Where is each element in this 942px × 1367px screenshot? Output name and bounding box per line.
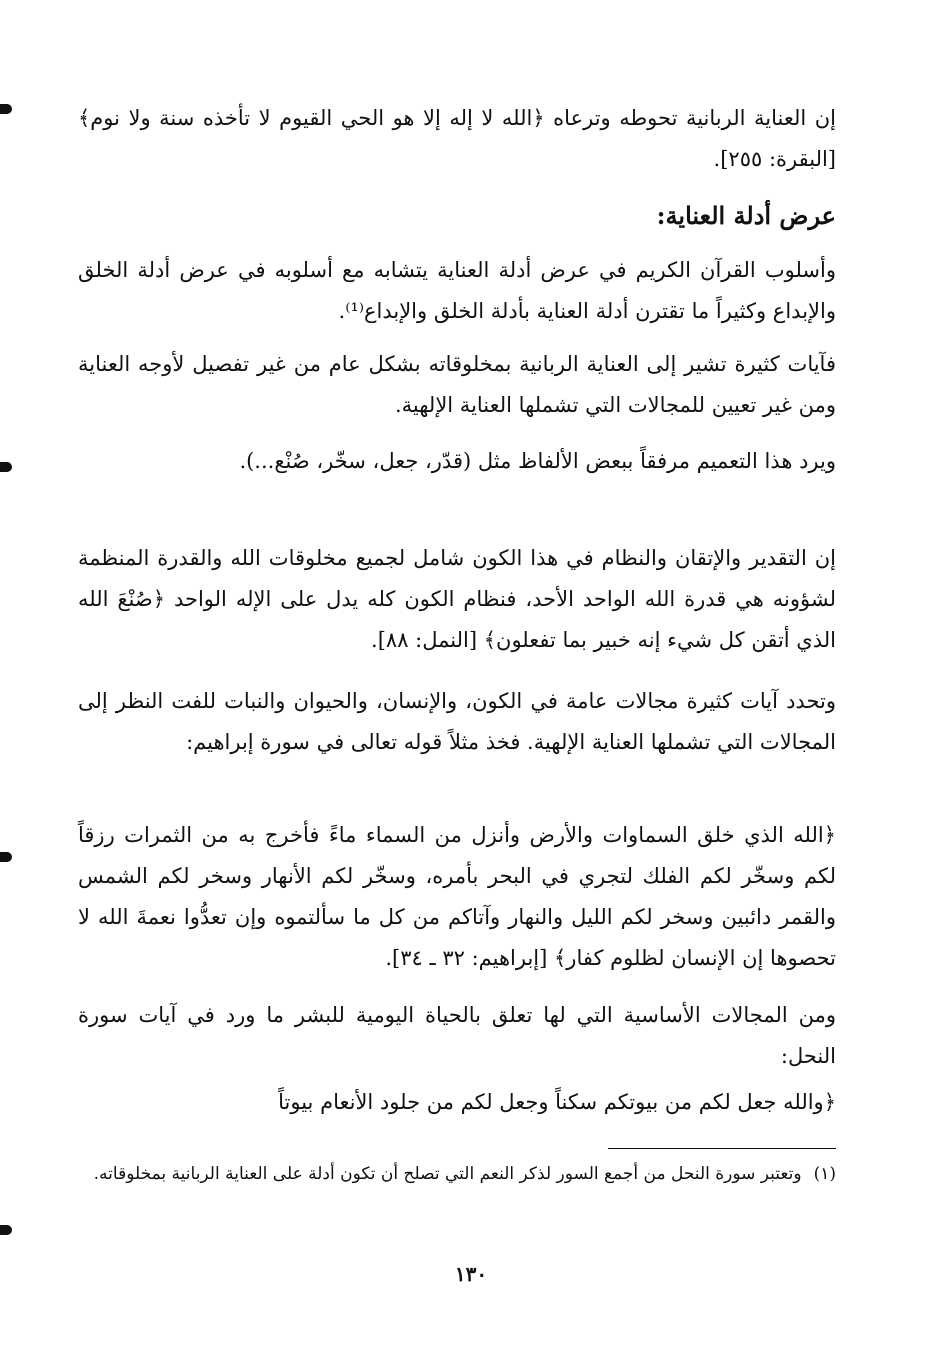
paragraph-daily-life: ومن المجالات الأساسية التي لها تعلق بالحياة اليومية للبشر ما ورد في آيات سورة النحل:: [78, 1003, 836, 1068]
paragraph-generalization: ويرد هذا التعميم مرفقاً ببعض الألفاظ مثل (قدّر، جعل، سخّر، صُنْع...).: [239, 449, 836, 473]
footnote: [78, 1158, 836, 1191]
footnote-number: (١): [813, 1164, 836, 1184]
paragraph-style: وأسلوب القرآن الكريم في عرض أدلة العناية يتشابه مع أسلوبه في عرض أدلة الخلق والإبداع وكثيراً ما تقترن أدلة العناية بأدلة الخلق والإبداع⁽¹⁾.: [78, 258, 836, 323]
scan-edge-mark: [0, 852, 12, 862]
scan-edge-mark: [0, 1225, 12, 1235]
scan-edge-mark: [0, 104, 12, 114]
paragraph-intro: إن العناية الربانية تحوطه وترعاه ﴿الله لا إله إلا هو الحي القيوم لا تأخذه سنة ولا نوم﴾ [البقرة: ٢٥٥].: [78, 106, 836, 171]
section-heading: عرض أدلة العناية:: [656, 201, 836, 230]
paragraph-order: إن التقدير والإتقان والنظام في هذا الكون شامل لجميع مخلوقات الله والقدرة المنظمة لشؤونه هي قدرة الله الواحد الأحد، فنظام الكون كله يدل على الإله الواحد ﴿صُنْعَ الله الذي أتقن كل شيء إنه خبير بما تفعلون﴾ [النمل: ٨٨].: [78, 546, 836, 652]
paragraph-ibrahim-verse: ﴿الله الذي خلق السماوات والأرض وأنزل من السماء ماءً فأخرج به من الثمرات رزقاً لكم وسخّر لكم الفلك لتجري في البحر بأمره، وسخّر لكم الأنهار وسخر لكم الشمس والقمر دائبين وسخر لكم الليل والنهار وآتاكم من كل ما سألتموه وإن تعدُّوا نعمةَ الله لا تحصوها إن الإنسان لظلوم كفار﴾ [إبراهيم: ٣٢ ـ ٣٤].: [78, 823, 836, 970]
paragraph-nahl-verse: ﴿والله جعل لكم من بيوتكم سكناً وجعل لكم من جلود الأنعام بيوتاً: [278, 1090, 836, 1114]
paragraph-general-verses: فآيات كثيرة تشير إلى العناية الربانية بمخلوقاته بشكل عام من غير تفصيل لأوجه العناية ومن غير تعيين للمجالات التي تشملها العناية الإلهية.: [78, 352, 836, 417]
page-number: ١٣٠: [454, 1262, 488, 1286]
footnote-text: وتعتبر سورة النحل من أجمع السور لذكر النعم التي تصلح أن تكون أدلة على العناية الربانية بمخلوقاته.: [93, 1164, 802, 1184]
paragraph-domains: وتحدد آيات كثيرة مجالات عامة في الكون، والإنسان، والحيوان والنبات للفت النظر إلى المجالات التي تشملها العناية الإلهية. فخذ مثلاً قوله تعالى في سورة إبراهيم:: [78, 689, 836, 754]
footnote-divider: [608, 1148, 836, 1149]
scan-edge-mark: [0, 462, 12, 472]
